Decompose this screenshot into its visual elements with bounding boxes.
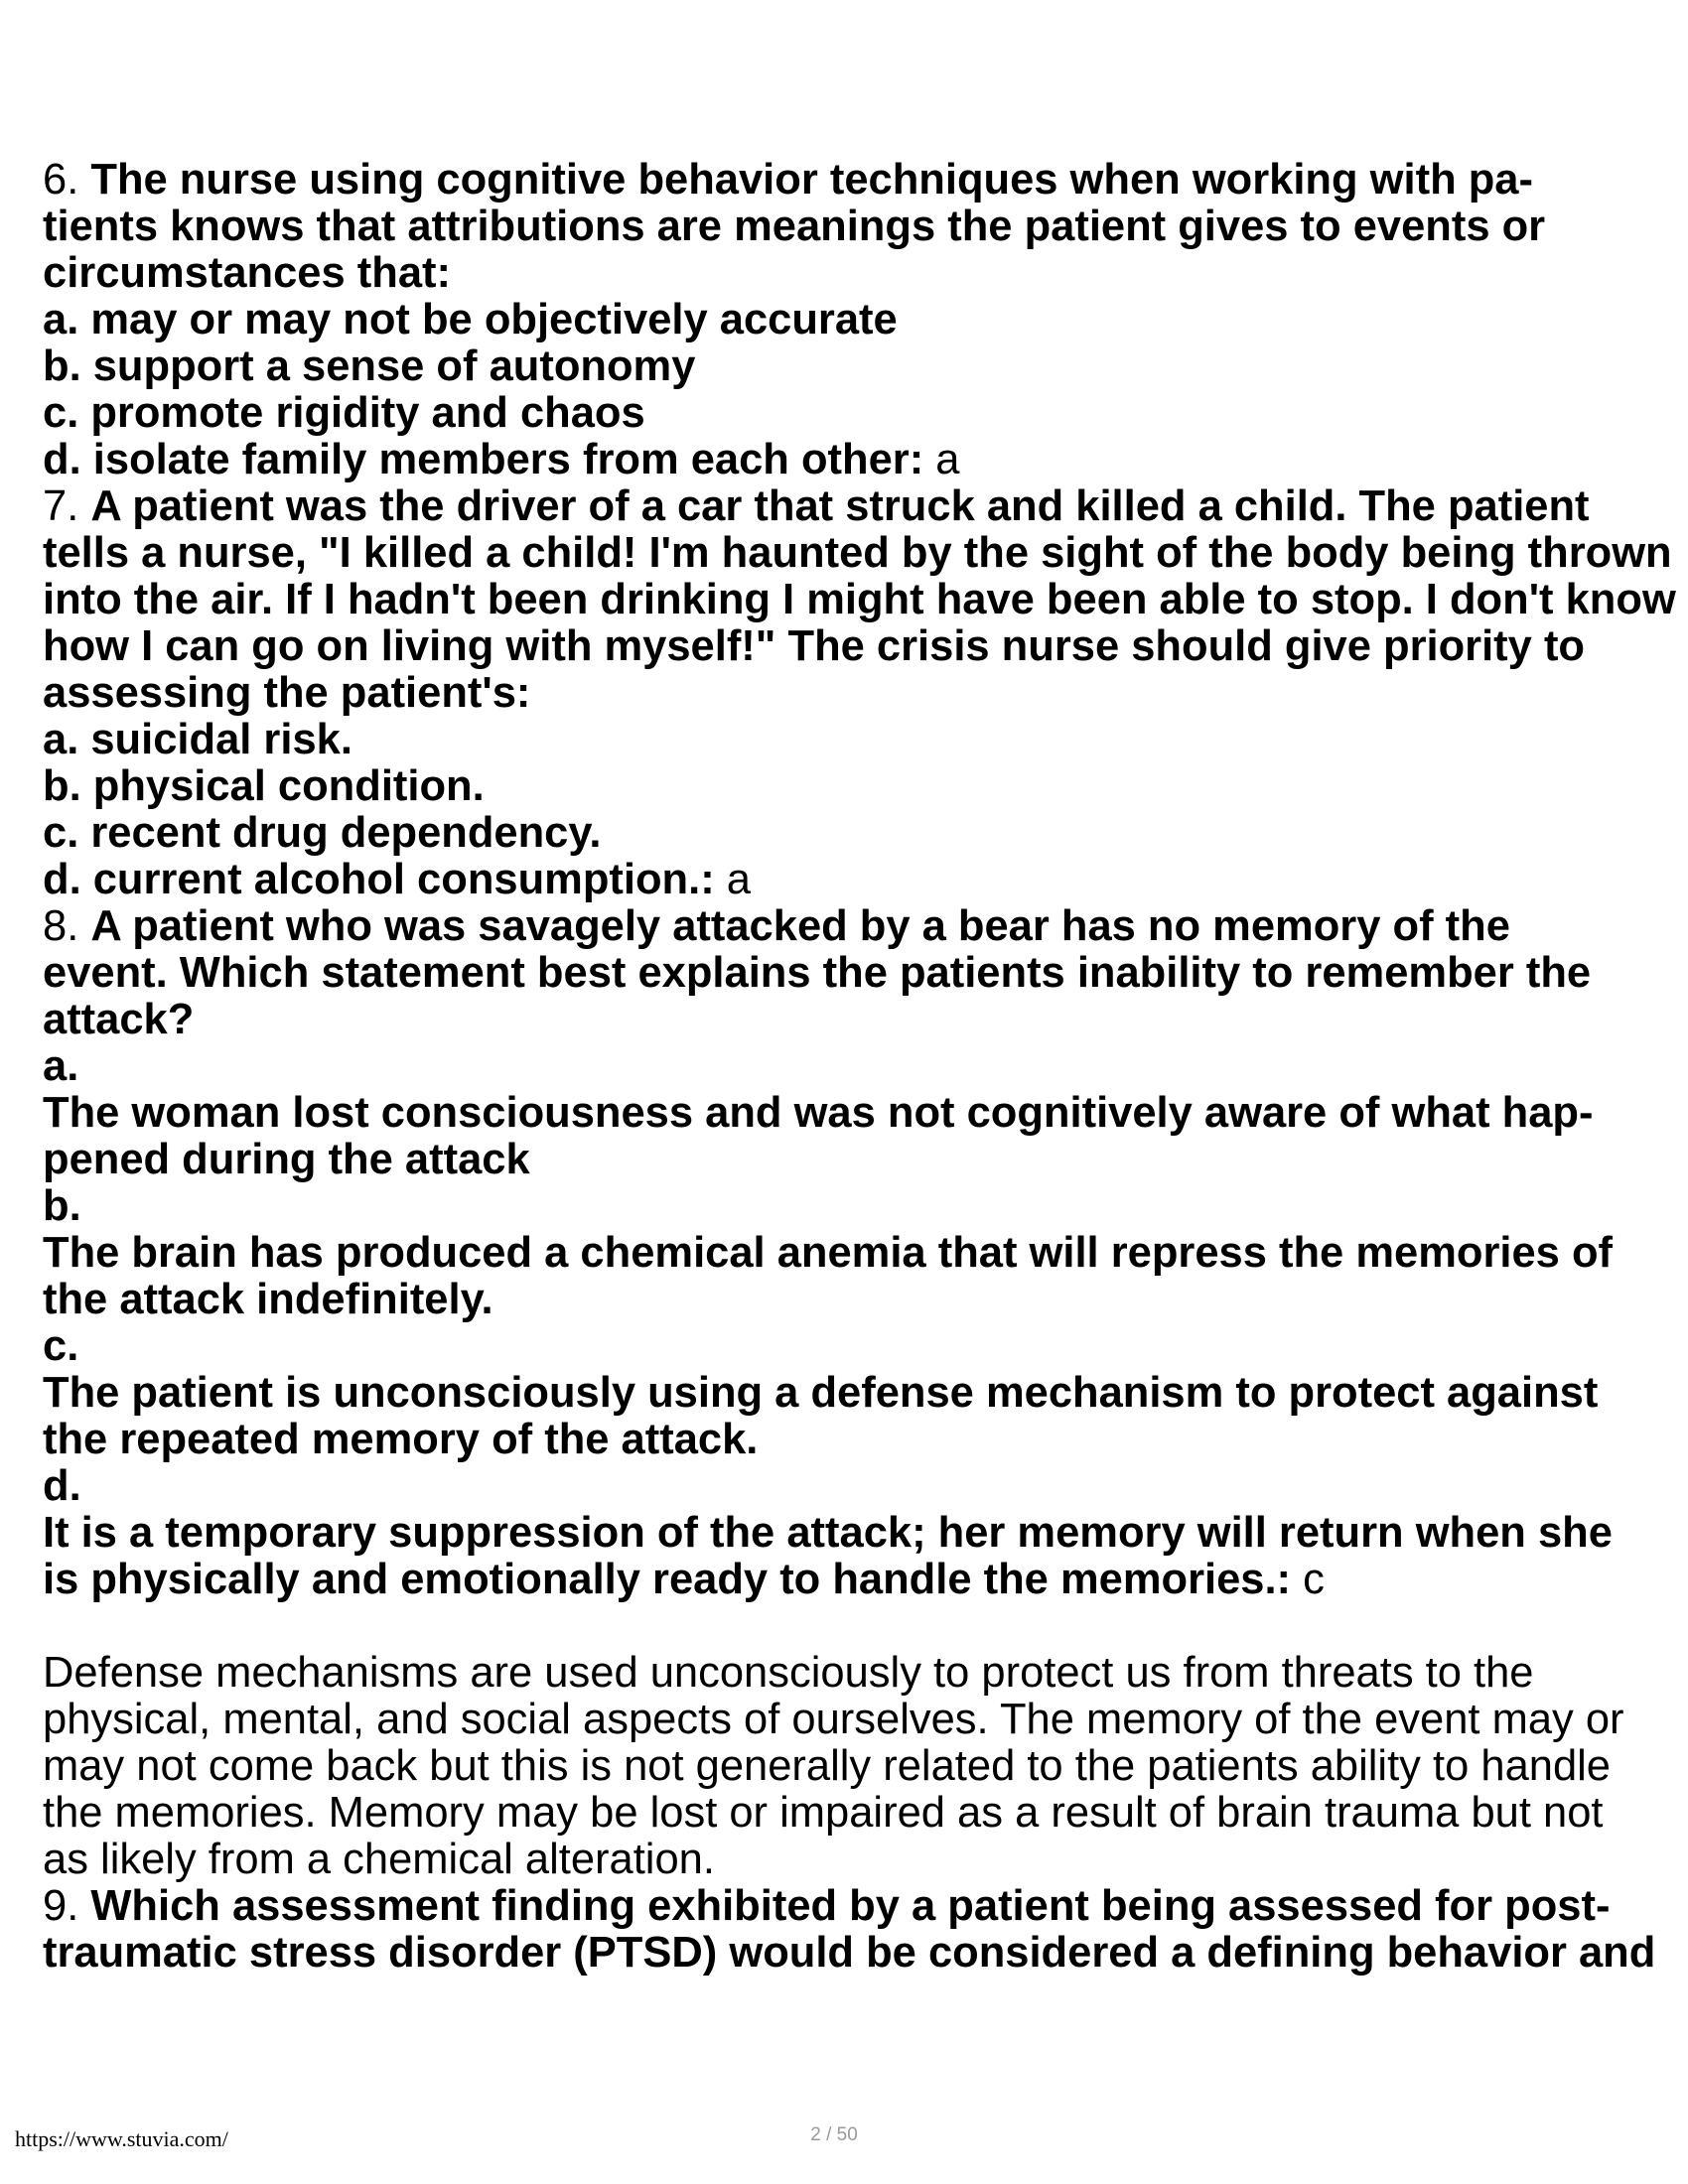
line-bold-text: b. physical condition. — [43, 762, 485, 810]
text-line — [43, 483, 1656, 530]
line-bold-text: is physically and emotionally ready to handle the memories.: — [43, 1556, 1292, 1603]
text-line — [43, 810, 1656, 857]
line-bold-text: Which assessment finding exhibited by a patient being assessed for post- — [90, 1882, 1611, 1930]
line-answer: c — [1291, 1556, 1325, 1603]
explanation-line: the memories. Memory may be lost or impaired as a result of brain trauma but not — [43, 1789, 1604, 1837]
next-question-lines — [43, 1883, 1656, 1977]
text-line — [43, 670, 1656, 717]
text-line — [43, 1323, 1656, 1370]
line-bold-text: b. support a sense of autonomy — [43, 342, 696, 390]
text-line — [43, 1370, 1656, 1417]
text-line — [43, 857, 1656, 903]
line-bold-text: a. may or may not be objectively accurate — [43, 296, 898, 343]
line-bold-text: the repeated memory of the attack. — [43, 1416, 759, 1463]
line-bold-text: the attack indefinitely. — [43, 1276, 493, 1323]
text-line — [43, 250, 1656, 297]
text-line — [43, 1930, 1656, 1977]
line-bold-text: b. — [43, 1182, 81, 1230]
text-line — [43, 1090, 1656, 1137]
text-line — [43, 1230, 1656, 1277]
line-bold-text: a. suicidal risk. — [43, 716, 352, 763]
text-line — [43, 390, 1656, 437]
text-line — [43, 1137, 1656, 1183]
page-number: 2 / 50 — [810, 2124, 858, 2145]
text-line — [43, 903, 1656, 950]
line-bold-text: c. — [43, 1322, 79, 1370]
text-line — [43, 1463, 1656, 1510]
line-prefix: 9. — [43, 1882, 91, 1930]
text-line — [43, 1883, 1656, 1930]
explanation-paragraph — [43, 1650, 1656, 1883]
line-bold-text: a. — [43, 1042, 79, 1090]
line-bold-text: The brain has produced a chemical anemia that will repress the memories of — [43, 1229, 1613, 1277]
text-line — [43, 717, 1656, 763]
line-bold-text: attack? — [43, 996, 195, 1043]
line-bold-text: tients knows that attributions are meanings the patient gives to events or — [43, 203, 1546, 250]
text-line — [43, 1557, 1656, 1603]
text-line — [43, 1183, 1656, 1230]
text-line — [43, 204, 1656, 250]
line-bold-text: The patient is unconsciously using a defense mechanism to protect against — [43, 1369, 1599, 1417]
text-line — [43, 529, 1672, 577]
line-bold-text: into the air. If I hadn't been drinking I might have been able to stop. I don't know — [43, 576, 1676, 623]
line-bold-text: c. recent drug dependency. — [43, 809, 602, 857]
text-line — [43, 1510, 1656, 1557]
line-bold-text: A patient who was savagely attacked by a bear has no memory of the — [90, 902, 1510, 950]
line-bold-text: event. Which statement best explains the patients inability to remember the — [43, 949, 1592, 997]
line-answer: a — [923, 436, 960, 483]
text-line — [43, 997, 1656, 1043]
text-line — [43, 437, 1656, 483]
text-line — [43, 297, 1656, 343]
explanation-line: Defense mechanisms are used unconsciously to protect us from threats to the — [43, 1649, 1534, 1697]
line-bold-text: traumatic stress disorder (PTSD) would be considered a defining behavior and — [43, 1929, 1656, 1977]
paragraph-gap — [43, 1603, 1656, 1650]
line-prefix: 8. — [43, 902, 91, 950]
line-bold-text: circumstances that: — [43, 249, 451, 297]
line-bold-text: The nurse using cognitive behavior techniques when working with pa- — [90, 156, 1533, 204]
line-bold-text: tells a nurse, "I killed a child! I'm haunted by the sight of the body being thrown — [43, 529, 1672, 577]
explanation-line: may not come back but this is not generally related to the patients ability to handle — [43, 1742, 1611, 1790]
question-lines — [43, 156, 1676, 1603]
text-line — [43, 343, 1656, 390]
text-line — [43, 576, 1676, 623]
text-line — [43, 950, 1656, 997]
line-bold-text: A patient was the driver of a car that struck and killed a child. The patient — [90, 482, 1590, 530]
text-line — [43, 1417, 1656, 1463]
line-bold-text: assessing the patient's: — [43, 669, 531, 717]
line-prefix: 6. — [43, 156, 91, 204]
explanation-line: physical, mental, and social aspects of ourselves. The memory of the event may or — [43, 1696, 1624, 1743]
explanation-line: as likely from a chemical alteration. — [43, 1836, 715, 1883]
line-prefix: 7. — [43, 482, 91, 530]
line-bold-text: how I can go on living with myself!" The crisis nurse should give priority to — [43, 622, 1586, 670]
document-body — [43, 156, 1676, 1977]
text-line — [43, 1277, 1656, 1323]
line-bold-text: d. — [43, 1462, 81, 1510]
line-bold-text: pened during the attack — [43, 1136, 530, 1183]
footer-url[interactable]: https://www.stuvia.com/ — [15, 2126, 228, 2151]
line-answer: a — [714, 856, 751, 903]
text-line — [43, 157, 1656, 204]
line-bold-text: The woman lost consciousness and was not cognitively aware of what hap- — [43, 1089, 1594, 1137]
line-bold-text: d. isolate family members from each other: — [43, 436, 924, 483]
text-line — [43, 623, 1656, 670]
line-bold-text: c. promote rigidity and chaos — [43, 389, 645, 437]
line-bold-text: d. current alcohol consumption.: — [43, 856, 715, 903]
text-line — [43, 1043, 1656, 1090]
text-line — [43, 763, 1656, 810]
line-bold-text: It is a temporary suppression of the attack; her memory will return when she — [43, 1509, 1613, 1557]
